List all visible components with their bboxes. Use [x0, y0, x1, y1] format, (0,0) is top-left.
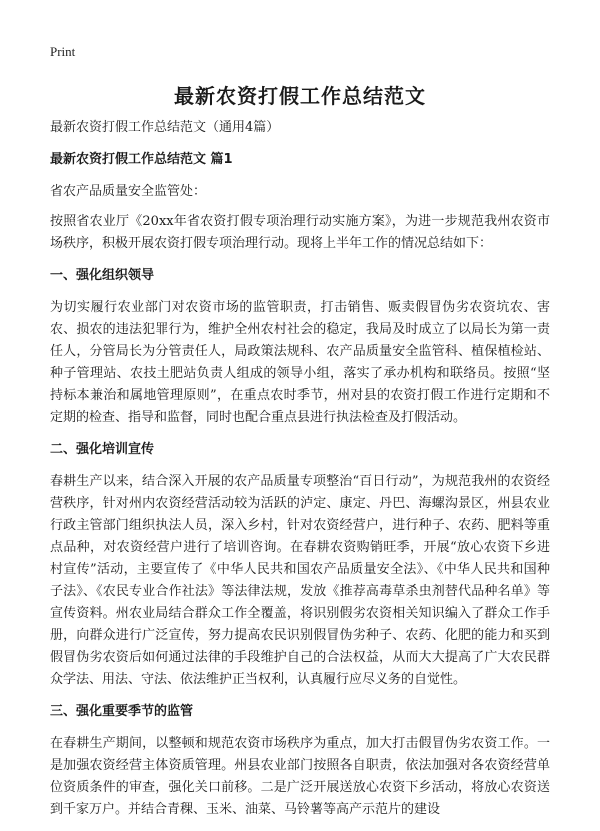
document-title: 最新农资打假工作总结范文 [174, 84, 426, 108]
section-heading-2: 二、强化培训宣传 [50, 442, 155, 457]
part-heading: 最新农资打假工作总结范文 篇1 [50, 152, 233, 167]
section-heading-1: 一、强化组织领导 [50, 268, 155, 283]
section-body-3: 在春耕生产期间，以整顿和规范农资市场秩序为重点，加大打击假冒伪劣农资工作。一是加强农资经营主体资质管理。州县农业部门按照各自职责，依法加强对各农资经营单位资质条件的审查，强化关口前移。二是广泛开展送放心农资下乡活动，将放心农资送到千家万户。并结合青稞、玉米、油菜、马铃薯等高产示范片的建设 [50, 736, 550, 817]
section-heading-3: 三、强化重要季节的监管 [50, 704, 194, 719]
print-label: Print [50, 44, 76, 59]
document-body [50, 117, 550, 831]
section-body-2: 春耕生产以来，结合深入开展的农产品质量专项整治“百日行动”，为规范我州的农资经营秩序，针对州内农资经营活动较为活跃的泸定、康定、丹巴、海螺沟景区，州县农业行政主管部门组织执法人员，深入乡村，针对农资经营户，进行种子、农药、肥料等重点品种，对农资经营户进行了培训咨询。在春耕农资购销旺季，开展“放心农资下乡进村宣传”活动，主要宣传了《中华人民共和国农产品质量安全法》、《中华人民共和国种子法》、《农民专业合作社法》等法律法规，发放《推荐高毒草杀虫剂替代品种名单》等宣传资料。州农业局结合群众工作全覆盖，将识别假劣农资相关知识编入了群众工作手册，向群众进行广泛宣传，努力提高农民识别假冒伪劣种子、农药、化肥的能力和买到假冒伪劣农资后如何通过法律的手段维护自己的合法权益，从而大大提高了广大农民群众学法、用法、守法、依法维护正当权利，认真履行应尽义务的自觉性。 [50, 474, 550, 687]
addressee: 省农产品质量安全监管处： [50, 184, 207, 199]
intro-paragraph: 按照省农业厅《20xx年省农资打假专项治理行动实施方案》，为进一步规范我州农资市场秩序，积极开展农资打假专项治理行动。现将上半年工作的情况总结如下： [50, 214, 550, 251]
document-subtitle: 最新农资打假工作总结范文（通用4篇） [50, 120, 280, 135]
section-body-1: 为切实履行农业部门对农资市场的监管职责，打击销售、贩卖假冒伪劣农资坑农、害农、损农的违法犯罪行为，维护全州农村社会的稳定，我局及时成立了以局长为第一责任人，分管局长为分管责任人，局政策法规科、农产品质量安全监管科、植保植检站、种子管理站、农技土肥站负责人组成的领导小组，落实了承办机构和联络员。按照“坚持标本兼治和属地管理原则”，在重点农时季节，州对县的农资打假工作进行定期和不定期的检查、指导和监督，同时也配合重点县进行执法检查及打假活动。 [50, 300, 550, 425]
